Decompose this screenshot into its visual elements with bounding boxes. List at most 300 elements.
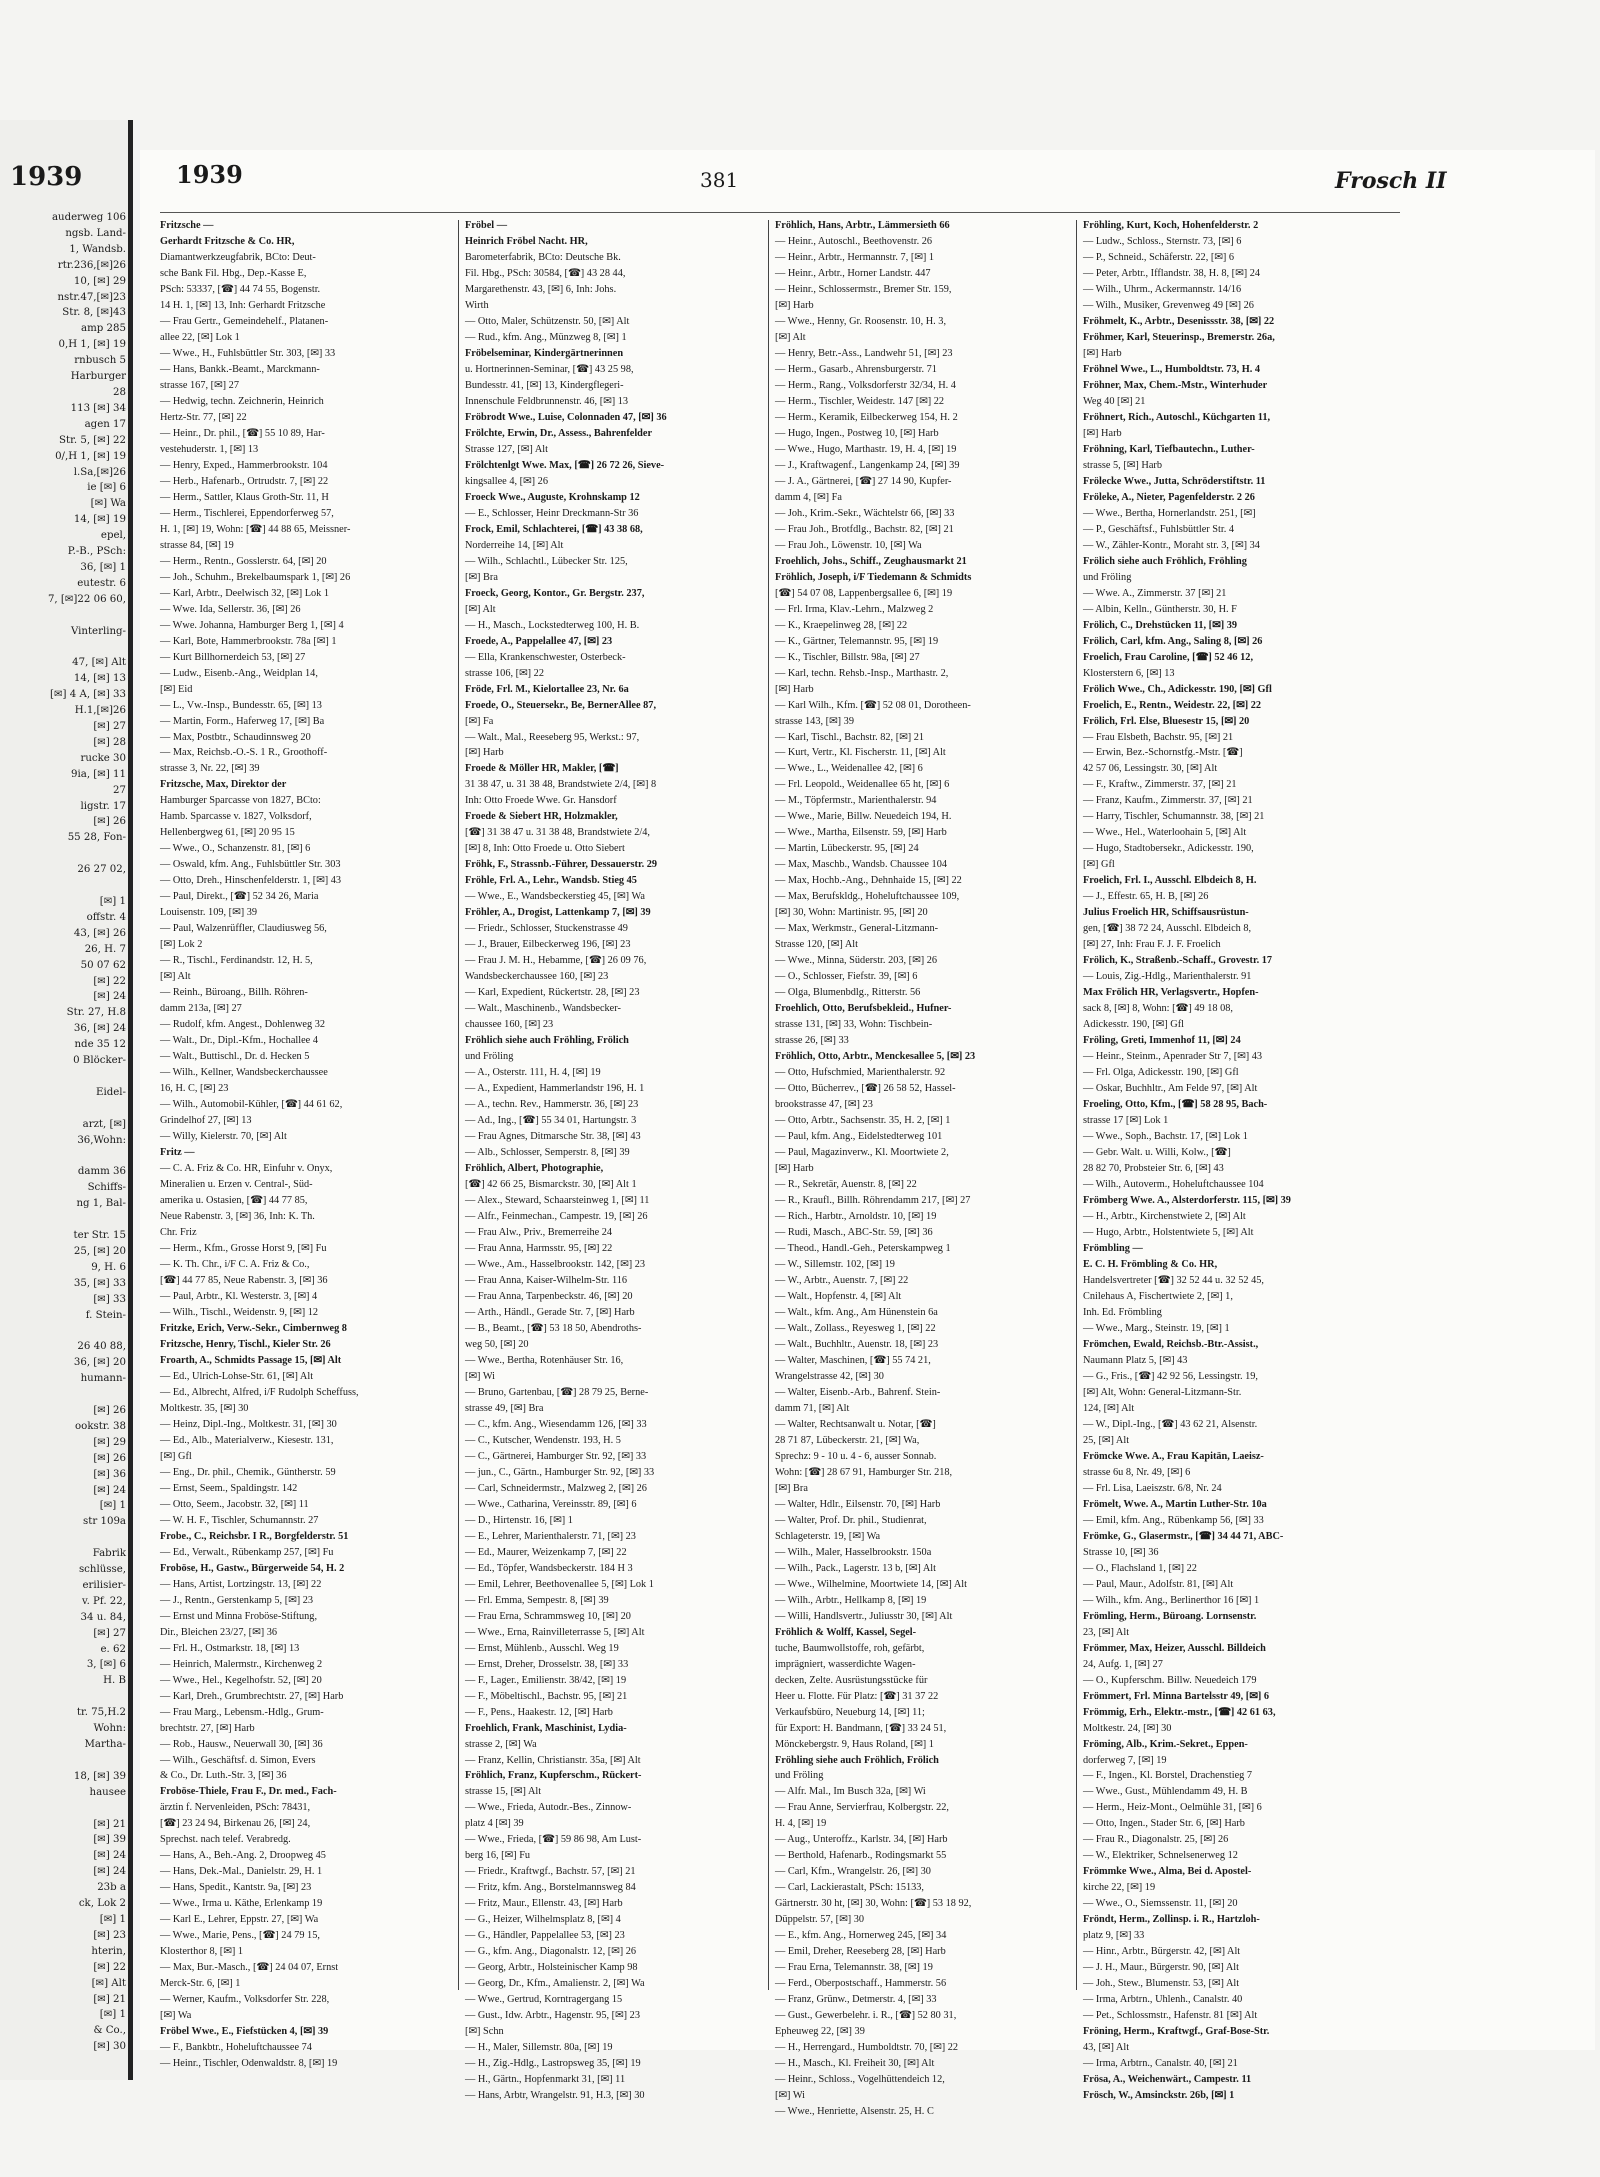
directory-entry-line: 43, [✉] Alt	[1083, 2042, 1130, 2054]
directory-entry-line: Chr. Friz	[160, 1227, 197, 1239]
directory-entry-line: Fritzke, Erich, Verw.-Sekr., Cimbernweg 8	[160, 1322, 347, 1334]
left-page-line	[4, 1387, 126, 1403]
directory-entry-line: — C., Gärtnerei, Hamburger Str. 92, [✉] 33	[465, 1450, 647, 1462]
directory-entry-line: — Rob., Hausw., Neuerwall 30, [✉] 36	[160, 1738, 323, 1750]
left-page-line: [✉] 27	[93, 1627, 126, 1639]
directory-entry-line: platz 9, [✉] 33	[1083, 1930, 1145, 1942]
directory-entry-line: — R., Kraufl., Billh. Röhrendamm 217, [✉] 27	[775, 1195, 971, 1207]
directory-entry-line: [✉] Wi	[465, 1370, 496, 1382]
directory-entry-line: — J. A., Gärtnerei, [☎] 27 14 90, Kupfer-	[775, 475, 952, 487]
directory-entry-line: — Hugo, Arbtr., Holstentwiete 5, [✉] Alt	[1083, 1227, 1254, 1239]
directory-entry-line: weg 50, [✉] 20	[465, 1338, 529, 1350]
directory-entry-line: Fröhner, Max, Chem.-Mstr., Winterhuder	[1083, 379, 1268, 391]
directory-entry-line: — Wwe., Gust., Mühlendamm 49, H. B	[1083, 1786, 1248, 1798]
directory-entry-line: — Walt., Buchhltr., Auenstr. 18, [✉] 23	[775, 1338, 939, 1350]
left-page-line	[4, 846, 126, 862]
directory-entry-line: [☎] 54 07 08, Lappenbergsallee 6, [✉] 19	[775, 587, 953, 599]
left-page-line: Str. 8, [✉]43	[62, 307, 126, 319]
left-page-line: hterin,	[91, 1945, 126, 1957]
directory-entry-line: — Joh., Schuhm., Brekelbaumspark 1, [✉] 26	[160, 571, 351, 583]
directory-entry-line: — Georg, Dr., Kfm., Amalienstr. 2, [✉] Wa	[465, 1978, 645, 1990]
directory-entry-line: — E., Lehrer, Marienthalerstr. 71, [✉] 23	[465, 1530, 636, 1542]
left-page-line: hausee	[89, 1786, 126, 1798]
directory-entry-line: Strasse 120, [✉] Alt	[775, 939, 858, 951]
left-page-line: epel,	[100, 530, 126, 542]
left-page-year: 1939	[10, 162, 83, 192]
directory-entry-line: [✉] 30, Wohn: Martinistr. 95, [✉] 20	[775, 907, 928, 919]
directory-entry-line: Neue Rabenstr. 3, [✉] 36, Inh: K. Th.	[160, 1211, 315, 1223]
directory-entry-line: — Ernst, Dreher, Drosselstr. 38, [✉] 33	[465, 1658, 629, 1670]
directory-entry-line: — Frau Anne, Servierfrau, Kolbergstr. 22,	[775, 1802, 949, 1814]
directory-entry-line: — Paul, Direkt., [☎] 52 34 26, Maria	[160, 891, 319, 903]
directory-entry-line: Adickesstr. 190, [✉] Gfl	[1083, 1019, 1184, 1031]
left-page-line: offstr. 4	[86, 911, 126, 923]
directory-entry-line: strasse 143, [✉] 39	[775, 715, 854, 727]
directory-entry-line: — Wilh., Autoverm., Hoheluftchaussee 104	[1083, 1179, 1264, 1191]
directory-entry-line: — Frl. Irma, Klav.-Lehrn., Malzweg 2	[775, 603, 934, 615]
directory-entry-line: Wrangelstrasse 42, [✉] 30	[775, 1370, 884, 1382]
left-page-line: [✉] 27	[93, 721, 126, 732]
directory-entry-line: — P., Geschäftsf., Fuhlsbüttler Str. 4	[1083, 523, 1235, 535]
directory-entry-line: — Franz, Kellin, Christianstr. 35a, [✉] Alt	[465, 1754, 641, 1766]
directory-entry-line: — Ernst, Mühlenb., Ausschl. Weg 19	[465, 1642, 619, 1654]
left-page-line: 35, [✉] 33	[73, 1277, 126, 1289]
directory-entry-line: H. 4, [✉] 19	[775, 1818, 827, 1830]
directory-entry-line: — Henry, Exped., Hammerbrookstr. 104	[160, 459, 328, 471]
directory-entry-line: — Walt., Buttischl., Dr. d. Hecken 5	[160, 1051, 310, 1063]
left-page-line: 36, [✉] 20	[73, 1357, 126, 1369]
left-page-line: ck, Lok 2	[78, 1898, 126, 1910]
directory-entry-line: Fröhlich, Franz, Kupferschm., Rückert-	[465, 1770, 642, 1782]
directory-entry-line: Frömke, G., Glasermstr., [☎] 34 44 71, ABC-	[1083, 1530, 1284, 1542]
directory-entry-line: — G., Fris., [☎] 42 92 56, Lessingstr. 19,	[1083, 1370, 1259, 1382]
left-page-line: schlüsse,	[78, 1564, 126, 1576]
directory-entry-line: Epheuweg 22, [✉] 39	[775, 2026, 865, 2038]
directory-entry-line: Klosterthor 8, [✉] 1	[160, 1946, 243, 1958]
directory-entry-line: — Kurt, Vertr., Kl. Fischerstr. 11, [✉] Alt	[775, 747, 946, 759]
directory-entry-line: [✉] Alt	[775, 331, 806, 343]
directory-entry-line: — Ludw., Schloss., Sternstr. 73, [✉] 6	[1083, 235, 1242, 247]
directory-entry-line: — Olga, Blumenbdlg., Ritterstr. 56	[775, 987, 921, 999]
directory-entry-line: Gärtnerstr. 30 ht, [✉] 30, Wohn: [☎] 53 18 92,	[775, 1898, 972, 1910]
directory-entry-line: [✉] Harb	[1083, 427, 1122, 439]
directory-entry-line: — Ed., Verwalt., Rübenkamp 257, [✉] Fu	[160, 1546, 334, 1558]
directory-entry-line: Norderreihe 14, [✉] Alt	[465, 539, 564, 551]
directory-entry-line: Fröhk, F., Strassnb.-Führer, Dessauerstr. 29	[465, 859, 658, 871]
directory-entry-line: Fröbelseminar, Kindergärtnerinnen	[465, 347, 624, 359]
directory-entry-line: Diamantwerkzeugfabrik, BCto: Deut-	[160, 251, 316, 263]
left-page-line: str 109a	[83, 1516, 126, 1528]
left-page-line: ngsb. Land-	[65, 227, 126, 239]
directory-entry-line: — Paul, kfm. Ang., Eidelstedterweg 101	[775, 1131, 943, 1143]
directory-entry-line: — Frau Anna, Kaiser-Wilhelm-Str. 116	[465, 1274, 628, 1286]
directory-entry-line: Hamburger Sparcasse von 1827, BCto:	[160, 795, 321, 807]
directory-entry-line: Frömcke Wwe. A., Frau Kapitän, Laeisz-	[1083, 1450, 1264, 1462]
left-page-line: 113 [✉] 34	[70, 402, 126, 414]
directory-entry-line: — Walt., Maschinenb., Wandsbecker-	[465, 1003, 621, 1015]
directory-column-3	[775, 218, 1071, 2118]
page-number: 381	[700, 168, 739, 192]
left-page-line: [✉] 1	[99, 895, 126, 907]
directory-entry-line: [✉] Eid	[160, 683, 193, 695]
page-year: 1939	[176, 160, 243, 189]
directory-entry-line: Hamb. Sparcasse v. 1827, Volksdorf,	[160, 811, 312, 823]
directory-entry-line: und Fröling	[465, 1051, 514, 1063]
left-page-line: [✉] 24	[93, 991, 126, 1003]
directory-entry-line: Frömberg Wwe. A., Alsterdorferstr. 115, [✉] 39	[1083, 1195, 1291, 1207]
directory-entry-line: & Co., Dr. Luth.-Str. 3, [✉] 36	[160, 1770, 287, 1782]
left-page-line: tr. 75,H.2	[76, 1707, 126, 1719]
directory-entry-line: — Frau Erna, Telemannstr. 38, [✉] 19	[775, 1962, 933, 1974]
directory-entry-line: [✉] Fa	[465, 715, 494, 727]
directory-entry-line: 14 H. 1, [✉] 13, Inh: Gerhardt Fritzsche	[160, 299, 326, 311]
directory-entry-line: — E., Schlosser, Heinr Dreckmann-Str 36	[465, 507, 639, 519]
directory-entry-line: — Carl, Kfm., Wrangelstr. 26, [✉] 30	[775, 1866, 931, 1878]
directory-entry-line: [✉] Wi	[775, 2090, 806, 2102]
directory-entry-line: — F., Bankbtr., Hoheluftchaussee 74	[160, 2042, 312, 2054]
directory-entry-line: — Franz, Kaufm., Zimmerstr. 37, [✉] 21	[1083, 795, 1253, 807]
directory-entry-line: Frömmert, Frl. Minna Bartelsstr 49, [✉] 6	[1083, 1690, 1270, 1702]
directory-entry-line: — Hans, Arbtr, Wrangelstr. 91, H.3, [✉] 30	[465, 2090, 645, 2102]
directory-entry-line: [✉] Harb	[1083, 347, 1122, 359]
directory-entry-line: damm 213a, [✉] 27	[160, 1003, 242, 1015]
directory-entry-line: — J., Effestr. 65, H. B, [✉] 26	[1083, 891, 1209, 903]
left-page-line: 14, [✉] 13	[73, 673, 126, 685]
directory-entry-line: — Wilh., Automobil-Kühler, [☎] 44 61 62,	[160, 1099, 343, 1111]
directory-entry-line: dorferweg 7, [✉] 19	[1083, 1754, 1167, 1766]
directory-entry-line: strasse 131, [✉] 33, Wohn: Tischbein-	[775, 1019, 933, 1031]
directory-entry-line: — Hans, Artist, Lortzingstr. 13, [✉] 22	[160, 1578, 322, 1590]
directory-entry-line: — Emil, Dreher, Reeseberg 28, [✉] Harb	[775, 1946, 946, 1958]
directory-entry-line: Sprechst. nach telef. Verabredg.	[160, 1834, 291, 1846]
left-page-line: Eidel-	[96, 1086, 126, 1098]
directory-entry-line: — W., Dipl.-Ing., [☎] 43 62 21, Alsenstr.	[1083, 1418, 1258, 1430]
directory-entry-line: und Fröling	[1083, 571, 1132, 583]
directory-entry-line: Weg 40 [✉] 21	[1083, 395, 1146, 407]
directory-entry-line: — G., kfm. Ang., Diagonalstr. 12, [✉] 26	[465, 1946, 637, 1958]
directory-entry-line: — Wwe., Frieda, Autodr.-Bes., Zinnow-	[465, 1802, 632, 1814]
directory-entry-line: vestehuderstr. 1, [✉] 13	[160, 443, 259, 455]
directory-entry-line: — Alfr., Feinmechan., Campestr. 19, [✉] 26	[465, 1211, 648, 1223]
directory-entry-line: [✉] Gfl	[160, 1450, 192, 1462]
directory-entry-line: — F., Lager., Emilienstr. 38/42, [✉] 19	[465, 1674, 627, 1686]
directory-entry-line: decken, Zelte. Ausrüstungsstücke für	[775, 1674, 928, 1686]
left-page-line	[4, 878, 126, 894]
directory-entry-line: Froelich, Frau Caroline, [☎] 52 46 12,	[1083, 651, 1254, 663]
directory-entry-line: — Pet., Schlossmstr., Hafenstr. 81 [✉] Alt	[1083, 2010, 1258, 2022]
left-page-line: rtr.236,[✉]26	[57, 259, 126, 271]
directory-entry-line: Froeck Wwe., Auguste, Krohnskamp 12	[465, 491, 640, 503]
directory-entry-line: — Wilh., Geschäftsf. d. Simon, Evers	[160, 1754, 316, 1766]
left-page-line: humann-	[80, 1373, 126, 1385]
left-page-line: [✉] 30	[93, 2041, 126, 2053]
left-page-fragment	[0, 120, 133, 2080]
directory-entry-line: Fritzsche, Max, Direktor der	[160, 779, 287, 791]
directory-entry-line: — Karl, Expedient, Rückertstr. 28, [✉] 23	[465, 987, 640, 999]
directory-entry-line: — Otto, Maler, Schützenstr. 50, [✉] Alt	[465, 315, 630, 327]
directory-entry-line: — Georg, Arbtr., Holsteinischer Kamp 98	[465, 1962, 638, 1974]
directory-entry-line: — Herm., Heiz-Mont., Oelmühle 31, [✉] 6	[1083, 1802, 1262, 1814]
directory-entry-line: — M., Töpfermstr., Marienthalerstr. 94	[775, 795, 937, 807]
left-page-line: [✉] Wa	[90, 498, 126, 510]
directory-entry-line: — A., techn. Rev., Hammerstr. 36, [✉] 23	[465, 1099, 639, 1111]
directory-entry-line: — R., Sekretär, Auenstr. 8, [✉] 22	[775, 1179, 917, 1191]
directory-entry-line: Fröning, Herm., Kraftwgf., Graf-Bose-Str.	[1083, 2026, 1270, 2038]
directory-entry-line: Barometerfabrik, BCto: Deutsche Bk.	[465, 251, 621, 263]
directory-entry-line: Frölchte, Erwin, Dr., Assess., Bahrenfelder	[465, 427, 653, 439]
directory-entry-line: — J. H., Maur., Bürgerstr. 90, [✉] Alt	[1083, 1962, 1240, 1974]
directory-entry-line: kirche 22, [✉] 19	[1083, 1882, 1156, 1894]
left-page-line: 55 28, Fon-	[67, 832, 126, 844]
directory-entry-line: [✉] Lok 2	[160, 939, 203, 951]
directory-entry-line: — A., Expedient, Hammerlandstr 196, H. 1	[465, 1083, 645, 1095]
directory-entry-line: — H., Masch., Lockstedterweg 100, H. B.	[465, 619, 640, 631]
directory-entry-line: — Eng., Dr. phil., Chemik., Güntherstr. 59	[160, 1466, 336, 1478]
left-page-line: auderweg 106	[51, 212, 126, 223]
directory-entry-line: Sprechz: 9 - 10 u. 4 - 6, ausser Sonnab.	[775, 1450, 937, 1462]
left-page-line: Vinterling-	[70, 625, 126, 637]
directory-entry-line: — Wwe., Henriette, Alsenstr. 25, H. C	[775, 2106, 934, 2118]
directory-entry-line: — Albin, Kelln., Güntherstr. 30, H. F	[1083, 603, 1237, 615]
directory-entry-line: brookstrasse 47, [✉] 23	[775, 1099, 873, 1111]
directory-entry-line: Frösa, A., Weichenwärt., Campestr. 11	[1083, 2074, 1252, 2086]
directory-entry-line: — L., Vw.-Insp., Bundesstr. 65, [✉] 13	[160, 699, 322, 711]
directory-entry-line: allee 22, [✉] Lok 1	[160, 331, 240, 343]
directory-entry-line: — Frau Alw., Priv., Bremerreihe 24	[465, 1227, 613, 1239]
directory-entry-line: — Gebr. Walt. u. Willi, Kolw., [☎]	[1083, 1147, 1231, 1159]
left-page-line: rnbusch 5	[74, 355, 126, 367]
directory-entry-line: — Wwe., O., Siemssenstr. 11, [✉] 20	[1083, 1898, 1238, 1910]
directory-entry-line: strasse 6u 8, Nr. 49, [✉] 6	[1083, 1466, 1191, 1478]
left-page-line: 9, H. 6	[91, 1261, 126, 1273]
directory-entry-line: [✉] Gfl	[1083, 859, 1115, 871]
directory-entry-line: [✉] Harb	[775, 1163, 814, 1175]
directory-entry-line: Fröndt, Herm., Zollinsp. i. R., Hartzloh-	[1083, 1914, 1260, 1926]
directory-entry-line: Mönckebergstr. 9, Haus Roland, [✉] 1	[775, 1738, 934, 1750]
left-page-line: agen 17	[84, 418, 126, 430]
left-page-line: 3, [✉] 6	[86, 1659, 126, 1671]
directory-entry-line: — Frau Joh., Brotfdlg., Bachstr. 82, [✉] 21	[775, 523, 954, 535]
directory-entry-line: kingsallee 4, [✉] 26	[465, 475, 548, 487]
directory-entry-line: [✉] Bra	[775, 1482, 808, 1494]
directory-entry-line: — E., kfm. Ang., Hornerweg 245, [✉] 34	[775, 1930, 947, 1942]
directory-entry-line: — Carl, Lackierastalt, PSch: 15133,	[775, 1882, 924, 1894]
directory-entry-line: [✉] Harb	[775, 299, 814, 311]
left-page-line	[4, 1101, 126, 1117]
directory-entry-line: — Martin, Lübeckerstr. 95, [✉] 24	[775, 843, 919, 855]
directory-entry-line: — Hinr., Arbtr., Bürgerstr. 42, [✉] Alt	[1083, 1946, 1241, 1958]
directory-entry-line: Froeling, Otto, Kfm., [☎] 58 28 95, Bach-	[1083, 1099, 1268, 1111]
directory-entry-line: — Ed., Maurer, Weizenkamp 7, [✉] 22	[465, 1546, 627, 1558]
directory-entry-line: — J., Brauer, Eilbeckerweg 196, [✉] 23	[465, 939, 631, 951]
directory-entry-line: — O., Flachsland 1, [✉] 22	[1083, 1562, 1197, 1574]
directory-entry-line: — Wwe., Henny, Gr. Roosenstr. 10, H. 3,	[775, 315, 947, 327]
left-page-line	[4, 608, 126, 624]
directory-entry-line: Julius Froelich HR, Schiffsausrüstun-	[1083, 907, 1249, 919]
directory-entry-line: — Henry, Betr.-Ass., Landwehr 51, [✉] 23	[775, 347, 953, 359]
directory-entry-line: Froarth, A., Schmidts Passage 15, [✉] Alt	[160, 1354, 342, 1366]
directory-entry-line: — Harry, Tischler, Schumannstr. 38, [✉] 21	[1083, 811, 1265, 823]
directory-entry-line: — Walter, Hdlr., Eilsenstr. 70, [✉] Harb	[775, 1498, 941, 1510]
directory-entry-line: — Wilh., Kellner, Wandsbeckerchaussee	[160, 1067, 328, 1079]
directory-entry-line: — Otto, Arbtr., Sachsenstr. 35, H. 2, [✉] 1	[775, 1115, 951, 1127]
directory-entry-line: Frömmer, Max, Heizer, Ausschl. Billdeich	[1083, 1642, 1266, 1654]
directory-entry-line: Fröhlich, Otto, Arbtr., Menckesallee 5, [✉] 23	[775, 1051, 976, 1063]
directory-entry-line: — O., Schlosser, Fiefstr. 39, [✉] 6	[775, 971, 918, 983]
directory-entry-line: [✉] 8, Inh: Otto Froede u. Otto Siebert	[465, 843, 625, 855]
directory-entry-line: Heinrich Fröbel Nacht. HR,	[465, 235, 588, 247]
directory-entry-line: 23, [✉] Alt	[1083, 1626, 1130, 1638]
directory-entry-line: Fröhmelt, K., Arbtr., Desenissstr. 38, [✉] 22	[1083, 315, 1275, 327]
directory-entry-line: PSch: 53337, [☎] 44 74 55, Bogenstr.	[160, 283, 321, 295]
directory-entry-line: — Wwe., Martha, Eilsenstr. 59, [✉] Harb	[775, 827, 947, 839]
directory-entry-line: Fil. Hbg., PSch: 30584, [☎] 43 28 44,	[465, 267, 626, 279]
directory-entry-line: — Hans, Bankk.-Beamt., Marckmann-	[160, 363, 320, 375]
directory-entry-line: — K., Tischler, Billstr. 98a, [✉] 27	[775, 651, 920, 663]
directory-entry-line: — Reinh., Büroang., Billh. Röhren-	[160, 987, 308, 999]
directory-entry-line: [☎] 44 77 85, Neue Rabenstr. 3, [✉] 36	[160, 1274, 328, 1286]
directory-entry-line: Fröhnel Wwe., L., Humboldtstr. 73, H. 4	[1083, 363, 1261, 375]
directory-entry-line: — Wwe., Hugo, Marthastr. 19, H. 4, [✉] 19	[775, 443, 957, 455]
left-page-line: [✉] 26	[93, 1452, 126, 1464]
directory-entry-line: — B., Beamt., [☎] 53 18 50, Abendroths-	[465, 1322, 642, 1334]
directory-entry-line: — Wwe., Catharina, Vereinsstr. 89, [✉] 6	[465, 1498, 637, 1510]
directory-entry-line: Froede, O., Steuersekr., Be, BernerAllee 87,	[465, 699, 657, 711]
directory-entry-line: — Max, Hochb.-Ang., Dehnhaide 15, [✉] 22	[775, 875, 962, 887]
directory-entry-line: [☎] 23 24 94, Birkenau 26, [✉] 24,	[160, 1818, 311, 1830]
directory-entry-line: Frölich Wwe., Ch., Adickesstr. 190, [✉] Gfl	[1083, 683, 1272, 695]
directory-entry-line: Frömling, Herm., Büroang. Lornsenstr.	[1083, 1610, 1257, 1622]
directory-entry-line: — Wwe., Wilhelmine, Moortwiete 14, [✉] Alt	[775, 1578, 968, 1590]
directory-entry-line: 28 71 87, Lübeckerstr. 21, [✉] Wa,	[775, 1434, 920, 1446]
left-page-line: [✉] 4 A, [✉] 33	[50, 689, 126, 701]
directory-entry-line: Frobe., C., Reichsbr. I R., Borgfelderstr. 51	[160, 1530, 349, 1542]
left-page-line: [✉] 21	[93, 1818, 126, 1830]
directory-entry-line: Strasse 127, [✉] Alt	[465, 443, 548, 455]
directory-entry-line: — J., Kraftwagenf., Langenkamp 24, [✉] 39	[775, 459, 960, 471]
directory-entry-line: Wandsbeckerchaussee 160, [✉] 23	[465, 971, 609, 983]
directory-entry-line: Froede & Möller HR, Makler, [☎]	[465, 763, 619, 775]
left-page-line: [✉] 39	[93, 1834, 126, 1846]
directory-entry-line: — Willi, Handlsvertr., Juliusstr 30, [✉] Alt	[775, 1610, 953, 1622]
left-page-line: rucke 30	[80, 752, 126, 764]
directory-entry-line: Froböse, H., Gastw., Bürgerweide 54, H. 2	[160, 1562, 345, 1574]
directory-entry-line: sack 8, [✉] 8, Wohn: [☎] 49 18 08,	[1083, 1003, 1233, 1015]
left-page-line	[4, 1753, 126, 1769]
directory-entry-line: E. C. H. Frömbling & Co. HR,	[1083, 1258, 1218, 1270]
left-page-line: [✉] 26	[93, 1404, 126, 1416]
directory-entry-line: amerika u. Ostasien, [☎] 44 77 85,	[160, 1195, 308, 1207]
left-page-line: [✉] 22	[93, 975, 126, 987]
directory-entry-line: Merck-Str. 6, [✉] 1	[160, 1978, 241, 1990]
directory-entry-line: platz 4 [✉] 39	[465, 1818, 524, 1830]
directory-entry-line: — Heinz, Dipl.-Ing., Moltkestr. 31, [✉] 30	[160, 1418, 337, 1430]
directory-entry-line: — Hedwig, techn. Zeichnerin, Heinrich	[160, 395, 324, 407]
directory-entry-line: Hellenbergweg 61, [✉] 20 95 15	[160, 827, 295, 839]
directory-entry-line: chaussee 160, [✉] 23	[465, 1019, 554, 1031]
left-page-line: Fabrik	[92, 1548, 126, 1560]
directory-entry-line: u. Hortnerinnen-Seminar, [☎] 43 25 98,	[465, 363, 634, 375]
directory-entry-line: — Max, Werkmstr., General-Litzmann-	[775, 923, 939, 935]
left-page-line: eutestr. 6	[77, 577, 126, 589]
directory-entry-line: — Frau Gertr., Gemeindehelf., Platanen-	[160, 315, 329, 327]
directory-entry-line: Moltkestr. 35, [✉] 30	[160, 1402, 249, 1414]
directory-entry-line: — Wwe., Soph., Bachstr. 17, [✉] Lok 1	[1083, 1131, 1248, 1143]
directory-entry-line: — Wwe. Ida, Sellerstr. 36, [✉] 26	[160, 603, 301, 615]
directory-entry-line: — Willy, Kielerstr. 70, [✉] Alt	[160, 1131, 287, 1143]
directory-entry-line: — Frau Elsbeth, Bachstr. 95, [✉] 21	[1083, 731, 1234, 743]
directory-entry-line: — G., Händler, Pappelallee 53, [✉] 23	[465, 1930, 625, 1942]
directory-entry-line: — Peter, Arbtr., Ifflandstr. 38, H. 8, [✉] 24	[1083, 267, 1261, 279]
left-page-line: & Co.,	[93, 2025, 126, 2037]
directory-entry-line: — Frau J. M. H., Hebamme, [☎] 26 09 76,	[465, 955, 647, 967]
directory-entry-line: — Alb., Schlosser, Semperstr. 8, [✉] 39	[465, 1147, 630, 1159]
directory-entry-line: — Ed., Albrecht, Alfred, i/F Rudolph Scheffuss,	[160, 1386, 359, 1398]
directory-entry-line: — Ella, Krankenschwester, Osterbeck-	[465, 651, 626, 663]
directory-entry-line: Fritzsche —	[160, 220, 214, 231]
directory-entry-line: — Heinr., Schloss., Vogelhüttendeich 12,	[775, 2074, 945, 2086]
left-page-line: ie [✉] 6	[87, 482, 126, 494]
left-page-line: Str. 5, [✉] 22	[59, 434, 126, 446]
directory-entry-line: — Alfr. Mal., Im Busch 32a, [✉] Wi	[775, 1786, 926, 1798]
directory-entry-line: Heer u. Flotte. Für Platz: [☎] 31 37 22	[775, 1690, 939, 1702]
directory-entry-line: — W., Zähler-Kontr., Moraht str. 3, [✉] 34	[1083, 539, 1260, 551]
left-page-line: f. Stein-	[85, 1309, 126, 1321]
directory-entry-line: Frömmke Wwe., Alma, Bei d. Apostel-	[1083, 1866, 1252, 1878]
page-header	[140, 150, 1595, 210]
directory-entry-line: — Heinr., Tischler, Odenwaldstr. 8, [✉] 19	[160, 2058, 338, 2070]
directory-entry-line: — Walter, Maschinen, [☎] 55 74 21,	[775, 1354, 931, 1366]
directory-entry-line: — Wwe., Hel., Waterloohain 5, [✉] Alt	[1083, 827, 1247, 839]
left-page-line: Schiffs-	[87, 1182, 126, 1194]
directory-entry-line: — Frau Agnes, Ditmarsche Str. 38, [✉] 43	[465, 1131, 641, 1143]
directory-entry-line: — G., Heizer, Wilhelmsplatz 8, [✉] 4	[465, 1914, 621, 1926]
directory-entry-line: — D., Hirtenstr. 16, [✉] 1	[465, 1514, 573, 1526]
directory-entry-line: Frölchtenlgt Wwe. Max, [☎] 26 72 26, Sieve-	[465, 459, 665, 471]
directory-entry-line: — H., Maler, Sillemstr. 80a, [✉] 19	[465, 2042, 613, 2054]
directory-entry-line: — Frau Anna, Tarpenbeckstr. 46, [✉] 20	[465, 1290, 633, 1302]
directory-entry-line: — H., Masch., Kl. Freiheit 30, [✉] Alt	[775, 2058, 935, 2070]
directory-entry-line: — Hugo, Ingen., Postweg 10, [✉] Harb	[775, 427, 939, 439]
name-range: Frosch II	[1335, 168, 1447, 194]
directory-entry-line: Frölich, K., Straßenb.-Schaff., Grovestr. 17	[1083, 955, 1273, 967]
directory-entry-line: — Herm., Gasarb., Ahrensburgerstr. 71	[775, 363, 937, 375]
directory-entry-line: Froehlich, Frank, Maschinist, Lydia-	[465, 1722, 627, 1734]
directory-entry-line: — Friedr., Schlosser, Stuckenstrasse 49	[465, 923, 628, 935]
left-page-line: [✉] 28	[93, 736, 126, 748]
directory-entry-line: — Ferd., Oberpostschaff., Hammerstr. 56	[775, 1978, 947, 1990]
left-page-line: [✉] 1	[99, 2009, 126, 2021]
directory-entry-line: Gerhardt Fritzsche & Co. HR,	[160, 235, 295, 247]
directory-entry-line: strasse 15, [✉] Alt	[465, 1786, 542, 1798]
directory-entry-line: — W., Arbtr., Auenstr. 7, [✉] 22	[775, 1274, 909, 1286]
left-page-line: ligstr. 17	[80, 800, 126, 812]
directory-page	[140, 150, 1595, 2118]
directory-entry-line: — Otto, Hufschmied, Marienthalerstr. 92	[775, 1067, 946, 1079]
left-page-line	[4, 1069, 126, 1085]
directory-entry-line: — Gust., Gewerbelehr. i. R., [☎] 52 80 31,	[775, 2010, 957, 2022]
left-page-line: e. 62	[100, 1643, 126, 1655]
directory-entry-line: — Herm., Rentn., Gosslerstr. 64, [✉] 20	[160, 555, 327, 567]
directory-entry-line: — Karl, Arbtr., Deelwisch 32, [✉] Lok 1	[160, 587, 330, 599]
directory-entry-line: — Hans, Spedit., Kantstr. 9a, [✉] 23	[160, 1882, 312, 1894]
left-page-line: 0/,H 1, [✉] 19	[55, 450, 126, 462]
directory-entry-line: — Wwe., Bertha, Hornerlandstr. 251, [✉]	[1083, 507, 1256, 519]
left-page-line: 26 40 88,	[77, 1341, 126, 1353]
directory-entry-line: — Paul, Maur., Adolfstr. 81, [✉] Alt	[1083, 1578, 1234, 1590]
left-page-line: Harburger	[70, 371, 126, 383]
directory-entry-line: — Martin, Form., Haferweg 17, [✉] Ba	[160, 715, 325, 727]
